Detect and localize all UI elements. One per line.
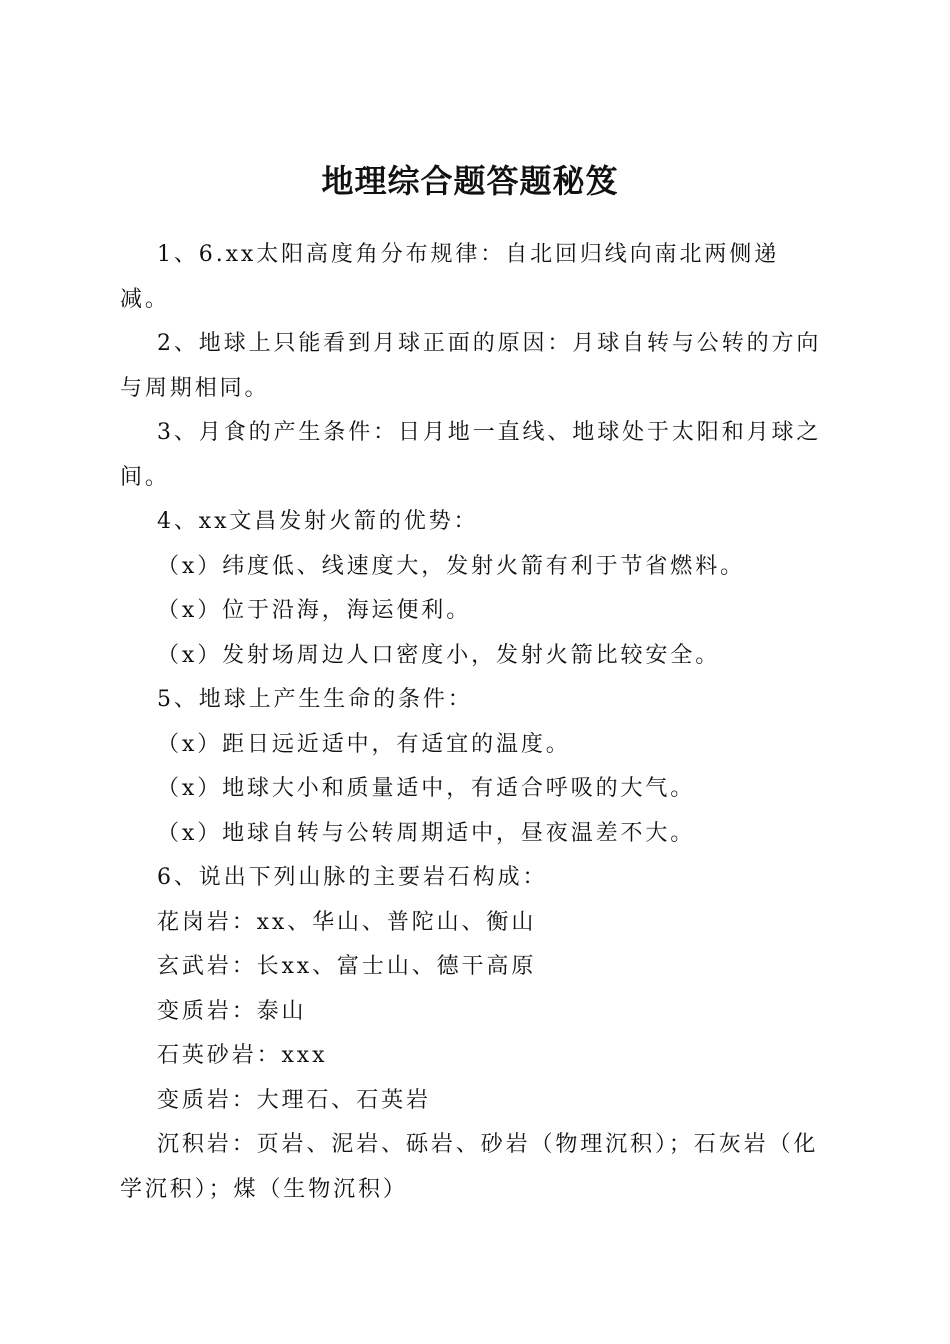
paragraph-7: （x）发射场周边人口密度小，发射火箭比较安全。 bbox=[157, 642, 721, 668]
paragraph-3: 3、月食的产生条件：日月地一直线、地球处于太阳和月球之间。 bbox=[120, 420, 822, 490]
paragraph-8: 5、地球上产生生命的条件： bbox=[157, 687, 473, 712]
paragraph-16: 石英砂岩：xxx bbox=[157, 1043, 328, 1068]
paragraph-14: 玄武岩：长xx、富士山、德干高原 bbox=[157, 954, 537, 979]
paragraph-4: 4、xx文昌发射火箭的优势： bbox=[157, 509, 479, 534]
paragraph-9: （x）距日远近适中，有适宜的温度。 bbox=[157, 731, 571, 757]
document-title: 地理综合题答题秘笈 bbox=[321, 162, 619, 201]
paragraph-17: 变质岩：大理石、石英岩 bbox=[157, 1087, 431, 1113]
paragraph-1: 1、6.xx太阳高度角分布规律：自北回归线向南北两侧递减。 bbox=[120, 242, 780, 312]
paragraph-11: （x）地球自转与公转周期适中，昼夜温差不大。 bbox=[157, 820, 696, 846]
paragraph-10: （x）地球大小和质量适中，有适合呼吸的大气。 bbox=[157, 776, 696, 801]
paragraph-6: （x）位于沿海，海运便利。 bbox=[157, 598, 472, 623]
paragraph-18: 沉积岩：页岩、泥岩、砾岩、砂岩（物理沉积）；石灰岩（化学沉积）；煤（生物沉积） bbox=[120, 1132, 819, 1202]
paragraph-15: 变质岩：泰山 bbox=[157, 998, 307, 1024]
paragraph-12: 6、说出下列山脉的主要岩石构成： bbox=[157, 865, 548, 890]
document-body bbox=[120, 233, 828, 1212]
paragraph-2: 2、地球上只能看到月球正面的原因：月球自转与公转的方向与周期相同。 bbox=[120, 331, 822, 401]
paragraph-5: （x）纬度低、线速度大，发射火箭有利于节省燃料。 bbox=[157, 553, 746, 579]
paragraph-13: 花岗岩：xx、华山、普陀山、衡山 bbox=[157, 909, 537, 935]
